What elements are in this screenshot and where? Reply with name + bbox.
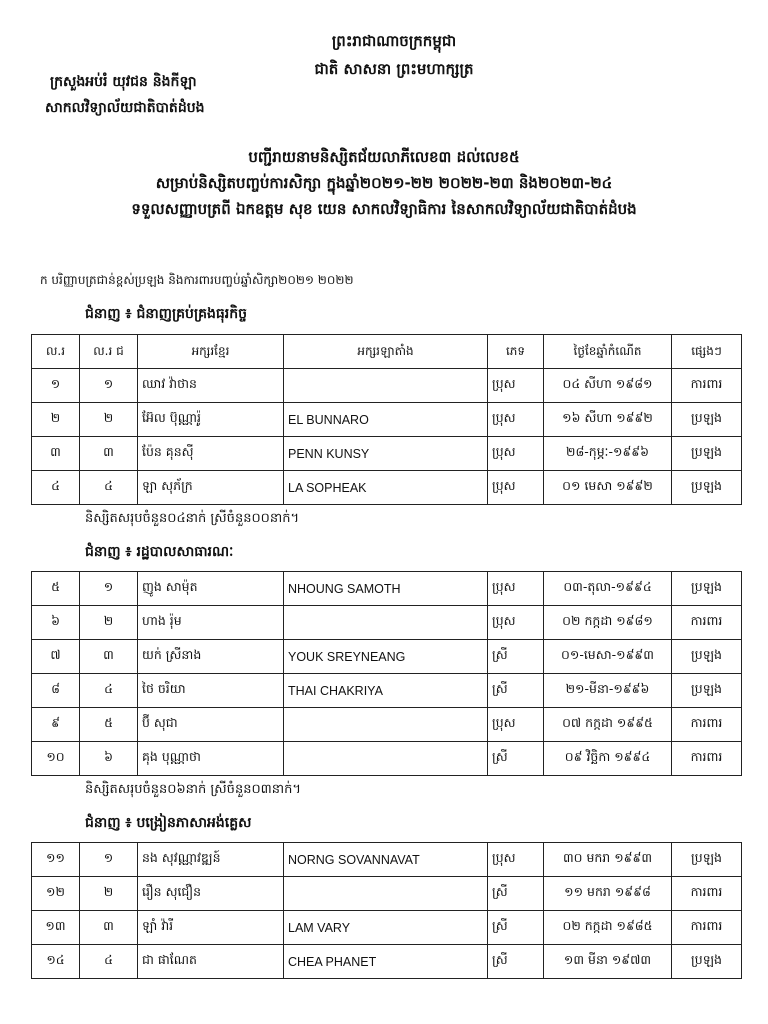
khmer-name: ឈាវ វ៉ាថាន [138, 369, 284, 403]
sex: ប្រុស [488, 403, 544, 437]
col-header-note: ផ្សេងៗ [672, 335, 742, 369]
degree-note: ក បរិញ្ញាបត្រជាន់ខ្ពស់ប្រឡង និងការពារបញ្ចប់ឆ្នាំសិក្សា២០២១ ២០២២ [40, 273, 354, 287]
note: ប្រឡង [672, 640, 742, 674]
note: ការពារ [672, 877, 742, 911]
latin-name: THAI CHAKRIYA [284, 674, 488, 708]
col-header-sub-no: ល.រ ជ [80, 335, 138, 369]
table-row [32, 742, 742, 776]
graduates-table [31, 571, 742, 776]
latin-name [284, 606, 488, 640]
sex: ប្រុស [488, 606, 544, 640]
sex: ប្រុស [488, 708, 544, 742]
latin-name: PENN KUNSY [284, 437, 488, 471]
sex: ស្រី [488, 674, 544, 708]
latin-name: LA SOPHEAK [284, 471, 488, 505]
khmer-name: ឡាំ វ៉ារី [138, 911, 284, 945]
date-of-birth: ១៦ សីហា ១៩៩២ [544, 403, 672, 437]
latin-name [284, 369, 488, 403]
khmer-name: យក់ ស្រីនាង [138, 640, 284, 674]
document-title: បញ្ជីរាយនាមនិស្សិតជ័យលាភីលេខ៣ ដល់លេខ៥ [248, 148, 520, 166]
row-sub-no: ៣ [80, 911, 138, 945]
note: ការពារ [672, 606, 742, 640]
section-summary: និស្សិតសរុបចំនួន០៦នាក់ ស្រីចំនួន០៣នាក់។ [85, 782, 301, 797]
note: ការពារ [672, 369, 742, 403]
sex: ប្រុស [488, 843, 544, 877]
khmer-name: ថៃ ចរិយា [138, 674, 284, 708]
khmer-name: ឡា សុភ័ក្រ [138, 471, 284, 505]
row-sub-no: ១ [80, 843, 138, 877]
table-row [32, 708, 742, 742]
col-header-sex: ភេទ [488, 335, 544, 369]
row-sub-no: ១ [80, 369, 138, 403]
date-of-birth: ១៣ មីនា ១៩៧៣ [544, 945, 672, 979]
department-heading: ជំនាញ ៖ បង្រៀនភាសាអង់គ្លេស [85, 815, 252, 831]
row-no: ៤ [32, 471, 80, 505]
date-of-birth: ០២ កក្កដា ១៩៨១ [544, 606, 672, 640]
department-heading: ជំនាញ ៖ ជំនាញគ្រប់គ្រងធុរកិច្ច [85, 306, 247, 322]
department-heading: ជំនាញ ៖ រដ្ឋបាលសាធារណៈ [85, 544, 234, 560]
latin-name [284, 877, 488, 911]
col-header-no: ល.រ [32, 335, 80, 369]
national-motto: ជាតិ សាសនា ព្រះមហាក្សត្រ [314, 60, 474, 78]
document-subtitle: សម្រាប់និស្សិតបញ្ចប់ការសិក្សា ក្នុងឆ្នាំ២០២១-២២ ២០២២-២៣ និង២០២៣-២៤ [155, 174, 613, 192]
row-sub-no: ៣ [80, 437, 138, 471]
row-sub-no: ៥ [80, 708, 138, 742]
date-of-birth: ០៩ វិច្ឆិកា ១៩៩៤ [544, 742, 672, 776]
table-row [32, 369, 742, 403]
date-of-birth: ០២ កក្កដា ១៩៨៥ [544, 911, 672, 945]
latin-name [284, 742, 488, 776]
table-row [32, 674, 742, 708]
date-of-birth: ០១-មេសា-១៩៩៣ [544, 640, 672, 674]
note: ប្រឡង [672, 572, 742, 606]
sex: ស្រី [488, 911, 544, 945]
khmer-name: រឿន សុជឿន [138, 877, 284, 911]
khmer-name: នង សុវណ្ណាវឌ្ឍន៍ [138, 843, 284, 877]
latin-name: NHOUNG SAMOTH [284, 572, 488, 606]
sex: ប្រុស [488, 572, 544, 606]
row-no: ២ [32, 403, 80, 437]
row-sub-no: ៤ [80, 945, 138, 979]
row-no: ១០ [32, 742, 80, 776]
row-no: ៥ [32, 572, 80, 606]
date-of-birth: ០១ មេសា ១៩៩២ [544, 471, 672, 505]
graduates-table [31, 842, 742, 979]
table-row [32, 877, 742, 911]
latin-name: YOUK SREYNEANG [284, 640, 488, 674]
row-sub-no: ៣ [80, 640, 138, 674]
row-no: ៣ [32, 437, 80, 471]
row-sub-no: ២ [80, 403, 138, 437]
row-sub-no: ៦ [80, 742, 138, 776]
row-sub-no: ១ [80, 572, 138, 606]
latin-name: NORNG SOVANNAVAT [284, 843, 488, 877]
row-sub-no: ២ [80, 606, 138, 640]
table-row [32, 572, 742, 606]
note: ប្រឡង [672, 437, 742, 471]
note: ការពារ [672, 742, 742, 776]
latin-name: CHEA PHANET [284, 945, 488, 979]
row-no: ១៣ [32, 911, 80, 945]
row-sub-no: ២ [80, 877, 138, 911]
date-of-birth: ១១ មករា ១៩៩៨ [544, 877, 672, 911]
sex: ប្រុស [488, 471, 544, 505]
row-no: ៦ [32, 606, 80, 640]
col-header-dob: ថ្ងៃខែឆ្នាំកំណើត [544, 335, 672, 369]
table-row [32, 945, 742, 979]
sex: ស្រី [488, 945, 544, 979]
khmer-name: ជា ផាណែត [138, 945, 284, 979]
note: ប្រឡង [672, 945, 742, 979]
document-subtitle-2: ទទួលសញ្ញាបត្រពី ឯកឧត្តម សុខ យេន សាកលវិទ្យាធិការ នៃសាកលវិទ្យាល័យជាតិបាត់ដំបង [131, 200, 637, 218]
khmer-name: អ៊ែល ប៊ុណ្ណារ៉ូ [138, 403, 284, 437]
date-of-birth: ០៧ កក្កដា ១៩៩៥ [544, 708, 672, 742]
sex: ប្រុស [488, 437, 544, 471]
date-of-birth: ២១-មីនា-១៩៩៦ [544, 674, 672, 708]
note: ប្រឡង [672, 471, 742, 505]
row-no: ១១ [32, 843, 80, 877]
khmer-name: ប៉ែន គុនស៊ី [138, 437, 284, 471]
sex: ស្រី [488, 877, 544, 911]
sex: ស្រី [488, 742, 544, 776]
table-row [32, 911, 742, 945]
col-header-latin-name: អក្សរឡាតាំង [284, 335, 488, 369]
date-of-birth: ០៣-តុលា-១៩៩៤ [544, 572, 672, 606]
table-row [32, 640, 742, 674]
university-name: សាកលវិទ្យាល័យជាតិបាត់ដំបង [45, 100, 205, 116]
col-header-khmer-name: អក្សរខ្មែរ [138, 335, 284, 369]
row-no: ៩ [32, 708, 80, 742]
date-of-birth: ៣០ មករា ១៩៩៣ [544, 843, 672, 877]
latin-name: EL BUNNARO [284, 403, 488, 437]
date-of-birth: ០៤ សីហា ១៩៨១ [544, 369, 672, 403]
latin-name: LAM VARY [284, 911, 488, 945]
table-row [32, 843, 742, 877]
row-no: ៧ [32, 640, 80, 674]
table-header-row [32, 335, 742, 369]
row-no: ១២ [32, 877, 80, 911]
graduates-table [31, 334, 742, 505]
latin-name [284, 708, 488, 742]
row-no: ៨ [32, 674, 80, 708]
khmer-name: ហាង រ៉ុម [138, 606, 284, 640]
row-sub-no: ៤ [80, 471, 138, 505]
note: ប្រឡង [672, 403, 742, 437]
section-summary: និស្សិតសរុបចំនួន០៤នាក់ ស្រីចំនួន០០នាក់។ [85, 511, 300, 526]
note: ប្រឡង [672, 843, 742, 877]
row-no: ១ [32, 369, 80, 403]
table-row [32, 471, 742, 505]
note: ការពារ [672, 708, 742, 742]
khmer-name: ប៊ី សុជា [138, 708, 284, 742]
table-row [32, 403, 742, 437]
khmer-name: គុង បុណ្ណាថា [138, 742, 284, 776]
kingdom-title: ព្រះរាជាណាចក្រកម្ពុជា [331, 32, 457, 50]
ministry-name: ក្រសួងអប់រំ យុវជន និងកីឡា [50, 74, 197, 90]
table-row [32, 437, 742, 471]
note: ការពារ [672, 911, 742, 945]
table-row [32, 606, 742, 640]
khmer-name: ញូង សាម៉ុត [138, 572, 284, 606]
sex: ប្រុស [488, 369, 544, 403]
date-of-birth: ២៨-កុម្ភៈ-១៩៩៦ [544, 437, 672, 471]
row-sub-no: ៤ [80, 674, 138, 708]
sex: ស្រី [488, 640, 544, 674]
row-no: ១៤ [32, 945, 80, 979]
note: ប្រឡង [672, 674, 742, 708]
